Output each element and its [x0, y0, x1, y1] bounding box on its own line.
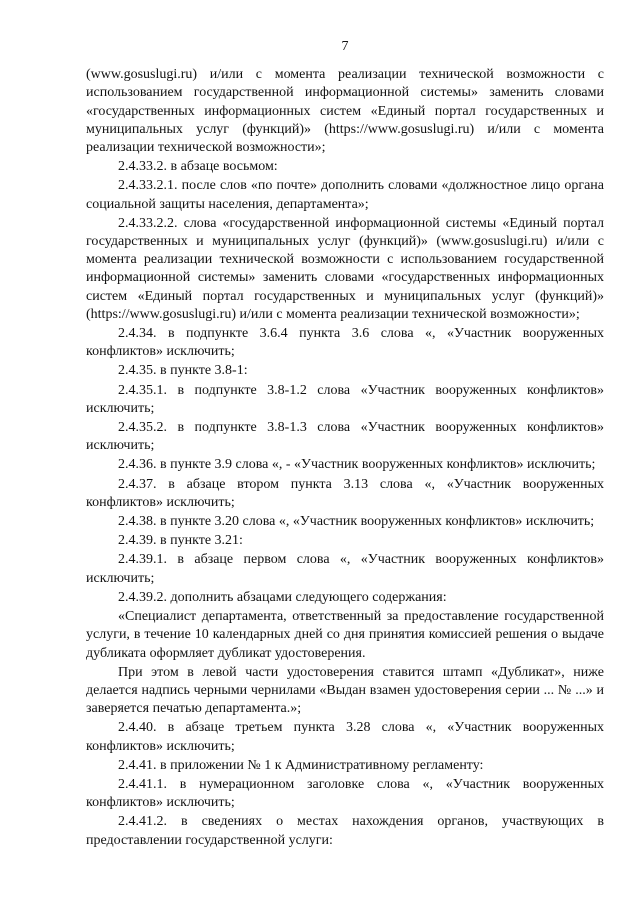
page-number: 7 — [341, 39, 349, 54]
paragraph: 2.4.35.1. в подпункте 3.8-1.2 слова «Участник вооруженных конфликтов» исключить; — [86, 382, 604, 416]
paragraph: 2.4.34. в подпункте 3.6.4 пункта 3.6 слова «, «Участник вооруженных конфликтов» исключить; — [86, 326, 604, 360]
paragraph: 2.4.41.2. в сведениях о местах нахождения органов, участвующих в предоставлении государственной услуги: — [86, 814, 604, 848]
paragraph: 2.4.41.1. в нумерационном заголовке слова «, «Участник вооруженных конфликтов» исключить; — [86, 776, 604, 811]
paragraph: 2.4.40. в абзаце третьем пункта 3.28 слова «, «Участник вооруженных конфликтов» исключить; — [86, 720, 604, 754]
paragraph: «Специалист департамента, ответственный за предоставление государственной услуги, в течение 10 календарных дней со дня принятия комиссией решения о выдаче дубликата оформляет дубликат удостоверения. — [86, 609, 604, 661]
paragraph: 2.4.33.2. в абзаце восьмом: — [118, 159, 278, 175]
paragraph: 2.4.33.2.2. слова «государственной информационной системы «Единый портал государственных и муниципальных услуг (функций)» (www.gosuslugi.ru) и/или с момента реализации технической возможности с использованием государственной информационной системы» заменить словами «государственных информационных систем «Единый портал государственных и муниципальных услуг (функций)» (https://www.gosuslugi.ru) и/или с момента реализации технической возможности»; — [86, 215, 604, 322]
paragraph: 2.4.35. в пункте 3.8-1: — [118, 363, 248, 379]
document-body — [86, 66, 604, 850]
paragraph: 2.4.33.2.1. после слов «по почте» дополнить словами «должностное лицо органа социальной защиты населения, департамента»; — [86, 178, 604, 212]
paragraph: 2.4.39.2. дополнить абзацами следующего содержания: — [118, 589, 447, 605]
paragraph: (www.gosuslugi.ru) и/или с момента реализации технической возможности с использованием государственной информационной системы» заменить словами «государственных информационных систем «Единый портал государственных и муниципальных услуг (функций)» (https://www.gosuslugi.ru) и/или с момента реализации технической возможности»; — [86, 67, 604, 156]
paragraph: 2.4.39.1. в абзаце первом слова «, «Участник вооруженных конфликтов» исключить; — [86, 552, 604, 586]
paragraph: При этом в левой части удостоверения ставится штамп «Дубликат», ниже делается надпись черными чернилами «Выдан взамен удостоверения серии ... № ...» и заверяется печатью департамента.»; — [86, 664, 604, 717]
paragraph: 2.4.41. в приложении № 1 к Административному регламенту: — [118, 757, 484, 773]
paragraph: 2.4.35.2. в подпункте 3.8-1.3 слова «Участник вооруженных конфликтов» исключить; — [86, 420, 604, 454]
paragraph: 2.4.38. в пункте 3.20 слова «, «Участник вооруженных конфликтов» исключить; — [118, 514, 595, 530]
paragraph: 2.4.37. в абзаце втором пункта 3.13 слова «, «Участник вооруженных конфликтов» исключить; — [86, 476, 604, 510]
paragraph: 2.4.39. в пункте 3.21: — [118, 533, 243, 549]
paragraph: 2.4.36. в пункте 3.9 слова «, - «Участник вооруженных конфликтов» исключить; — [118, 457, 596, 473]
